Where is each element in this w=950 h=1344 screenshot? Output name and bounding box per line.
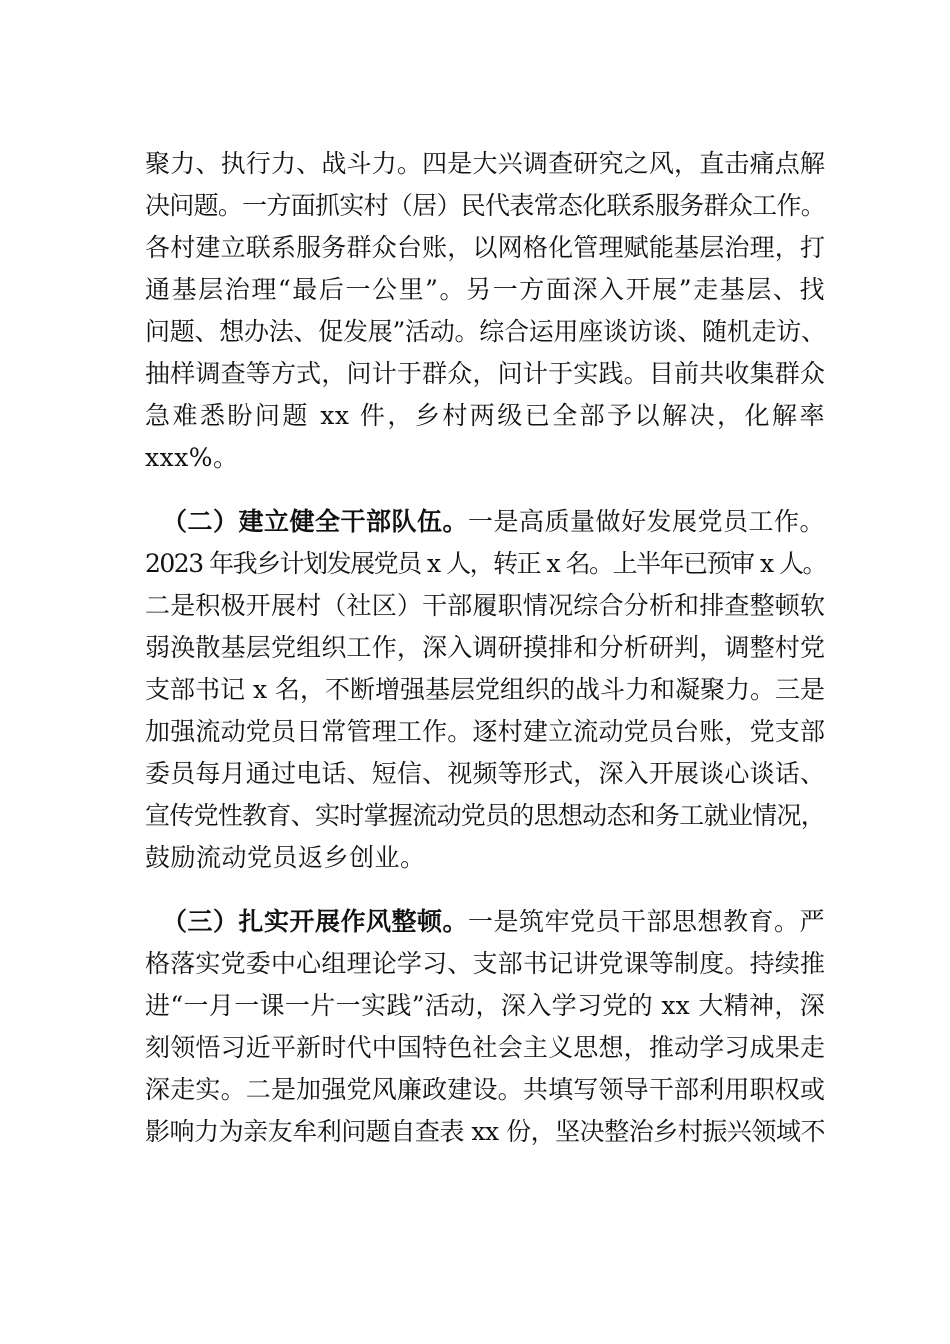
- text-line: 刻领悟习近平新时代中国特色社会主义思想，推动学习成果走: [145, 1033, 825, 1062]
- text-line: 进“一月一课一片一实践”活动，深入学习党的 xx 大精神，深: [145, 991, 825, 1020]
- text-line: 影响力为亲友牟利问题自查表 xx 份，坚决整治乡村振兴领域不: [145, 1117, 825, 1146]
- text-line: 抽样调查等方式，问计于群众，问计于实践。目前共收集群众: [145, 359, 825, 388]
- text-line: 格落实党委中心组理论学习、支部书记讲党课等制度。持续推: [145, 949, 825, 978]
- text-line: 各村建立联系服务群众台账，以网格化管理赋能基层治理，打: [145, 233, 825, 262]
- text-run: 一是筑牢党员干部思想教育。严: [468, 907, 826, 936]
- paragraph-first-line: [162, 904, 825, 940]
- text-line: 弱涣散基层党组织工作，深入调研摸排和分析研判，调整村党: [145, 633, 825, 662]
- text-line: 聚力、执行力、战斗力。四是大兴调查研究之风，直击痛点解: [145, 149, 825, 178]
- text-line: 通基层治理“最后一公里”。另一方面深入开展”走基层、找: [145, 275, 825, 304]
- text-run: 一是高质量做好发展党员工作。: [468, 507, 826, 536]
- text-line: 支部书记 x 名，不断增强基层党组织的战斗力和凝聚力。三是: [145, 675, 825, 704]
- text-line: 二是积极开展村（社区）干部履职情况综合分析和排查整顿软: [145, 591, 825, 620]
- text-line: 鼓励流动党员返乡创业。: [145, 843, 426, 872]
- text-line: 问题、想办法、促发展”活动。综合运用座谈访谈、随机走访、: [145, 317, 826, 346]
- text-line: 宣传党性教育、实时掌握流动党员的思想动态和务工就业情况，: [145, 801, 825, 830]
- section-heading: （三）扎实开展作风整顿。: [162, 907, 469, 936]
- paragraph-first-line: [162, 504, 825, 540]
- text-line: 急难悉盼问题 xx 件，乡村两级已全部予以解决，化解率: [145, 401, 825, 430]
- text-line: 深走实。二是加强党风廉政建设。共填写领导干部利用职权或: [145, 1075, 825, 1104]
- text-line: 决问题。一方面抓实村（居）民代表常态化联系服务群众工作。: [145, 191, 825, 220]
- section-heading: （二）建立健全干部队伍。: [162, 507, 469, 536]
- text-line: 加强流动党员日常管理工作。逐村建立流动党员台账，党支部: [145, 717, 825, 746]
- text-line: 委员每月通过电话、短信、视频等形式，深入开展谈心谈话、: [145, 759, 825, 788]
- text-line: 2023 年我乡计划发展党员 x 人，转正 x 名。上半年已预审 x 人。: [145, 549, 827, 578]
- text-line: xxx%。: [145, 443, 239, 472]
